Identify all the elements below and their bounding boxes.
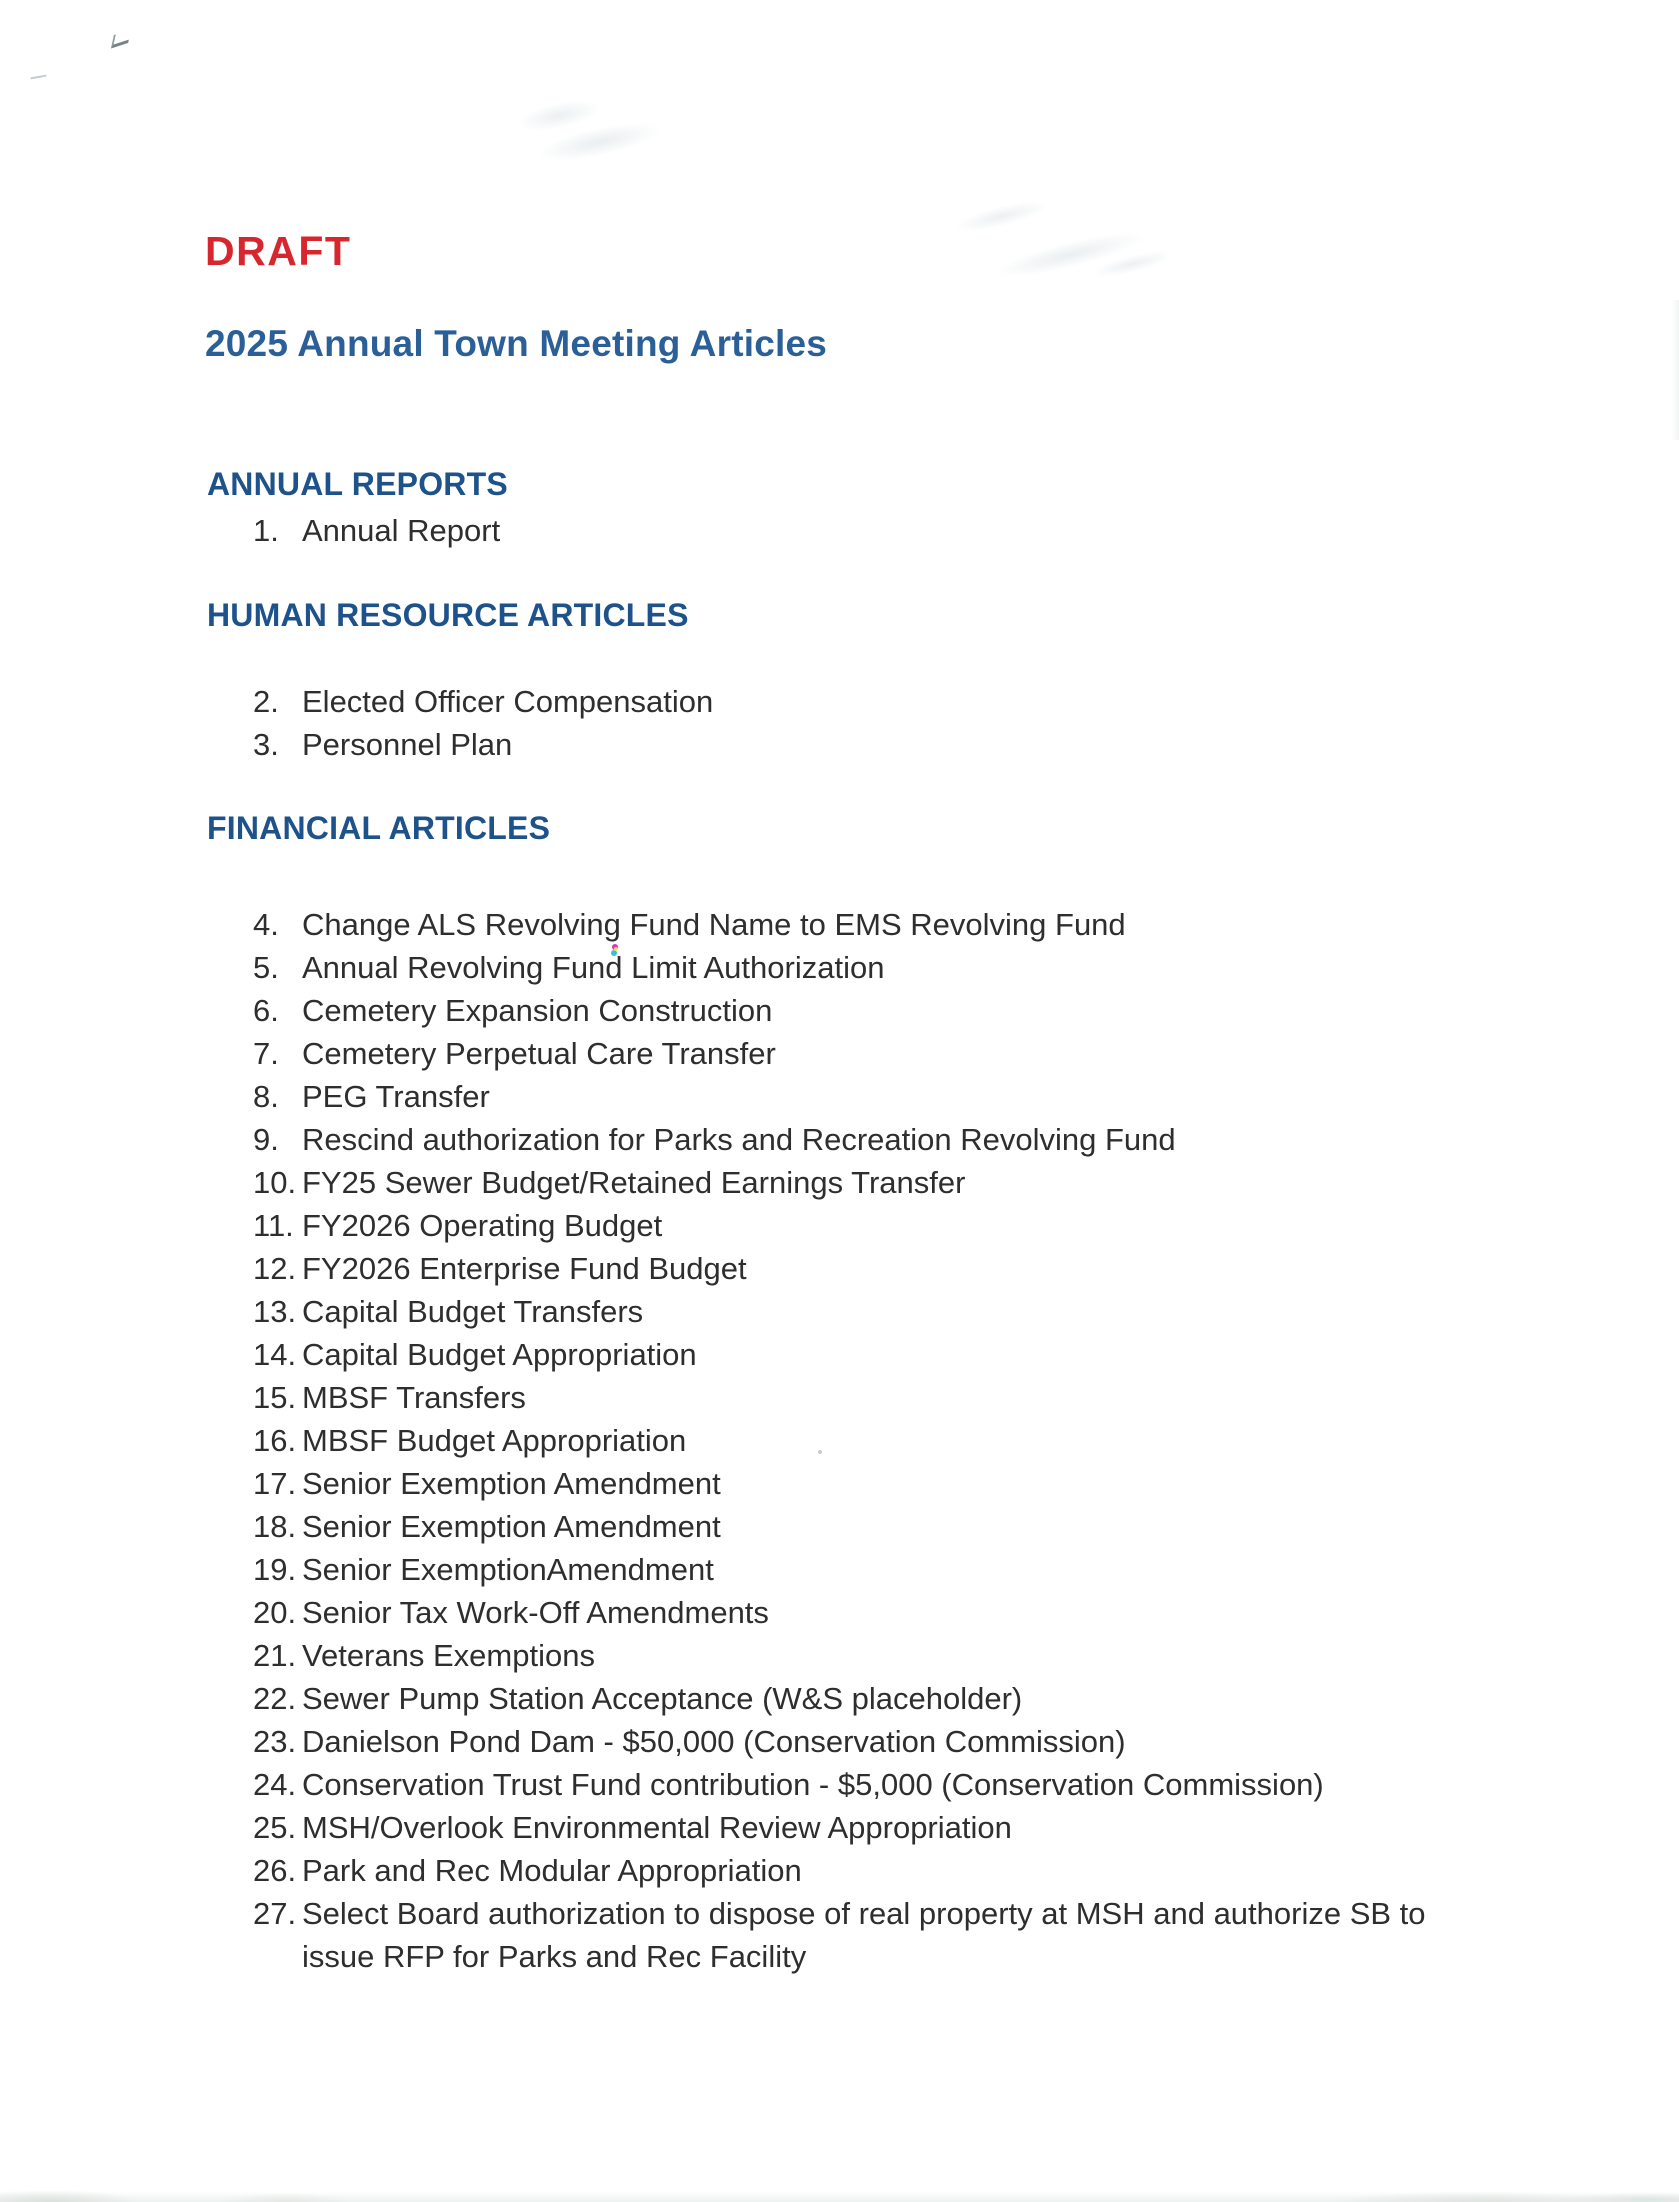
- article-number: 21.: [253, 1638, 297, 1673]
- article-text: Senior ExemptionAmendment: [302, 1552, 714, 1587]
- article-text: Personnel Plan: [302, 727, 513, 762]
- article-number: 1.: [253, 513, 279, 548]
- article-item: [253, 1161, 965, 1204]
- article-text: Select Board authorization to dispose of real property at MSH and authorize SB to issue RFP for Parks and Rec Facility: [302, 1896, 1426, 1974]
- article-item: [253, 1333, 697, 1376]
- article-text: MSH/Overlook Environmental Review Appropriation: [302, 1810, 1012, 1845]
- scan-smudge-top: [464, 62, 707, 193]
- article-number: 12.: [253, 1251, 297, 1286]
- article-number: 18.: [253, 1509, 297, 1544]
- article-item: [253, 1075, 490, 1118]
- page-title: 2025 Annual Town Meeting Articles: [205, 323, 828, 364]
- article-text: Park and Rec Modular Appropriation: [302, 1853, 802, 1888]
- article-item: [253, 1892, 1452, 1978]
- article-text: Sewer Pump Station Acceptance (W&S placeholder): [302, 1681, 1023, 1716]
- article-number: 2.: [253, 684, 279, 719]
- article-item: [253, 1462, 721, 1505]
- section-heading: ANNUAL REPORTS: [207, 466, 508, 502]
- article-text: Annual Revolving Fund Limit Authorization: [302, 950, 885, 985]
- scan-stray-dot: [818, 1450, 822, 1454]
- article-text: Danielson Pond Dam - $50,000 (Conservation Commission): [302, 1724, 1126, 1759]
- article-item: [253, 509, 500, 552]
- article-number: 8.: [253, 1079, 279, 1114]
- scan-right-edge: [1671, 300, 1679, 440]
- article-text: Capital Budget Appropriation: [302, 1337, 697, 1372]
- article-number: 16.: [253, 1423, 297, 1458]
- article-number: 3.: [253, 727, 279, 762]
- article-item: [253, 1419, 686, 1462]
- article-number: 19.: [253, 1552, 297, 1587]
- article-text: Cemetery Expansion Construction: [302, 993, 773, 1028]
- section-heading: HUMAN RESOURCE ARTICLES: [207, 597, 689, 633]
- scan-speck-light: [29, 69, 46, 80]
- article-item: [253, 1849, 802, 1892]
- article-item: [253, 1720, 1126, 1763]
- article-number: 10.: [253, 1165, 297, 1200]
- article-text: MBSF Transfers: [302, 1380, 526, 1415]
- article-number: 11.: [253, 1208, 294, 1243]
- article-text: Cemetery Perpetual Care Transfer: [302, 1036, 776, 1071]
- article-number: 20.: [253, 1595, 297, 1630]
- article-item: [253, 1376, 526, 1419]
- article-item: [253, 1677, 1022, 1720]
- article-item: [253, 1763, 1324, 1806]
- article-item: [253, 1118, 1176, 1161]
- article-item: [253, 723, 512, 766]
- article-item: [253, 1247, 747, 1290]
- scan-speck-dark: [111, 29, 131, 48]
- article-number: 25.: [253, 1810, 297, 1845]
- article-item: [253, 946, 884, 989]
- article-text: Veterans Exemptions: [302, 1638, 595, 1673]
- article-text: Senior Exemption Amendment: [302, 1466, 721, 1501]
- article-text: Senior Tax Work-Off Amendments: [302, 1595, 769, 1630]
- section-heading: FINANCIAL ARTICLES: [207, 810, 551, 846]
- article-text: Elected Officer Compensation: [302, 684, 714, 719]
- draft-stamp: DRAFT: [205, 228, 352, 274]
- article-number: 7.: [253, 1036, 279, 1071]
- article-text: Annual Report: [302, 513, 501, 548]
- article-text: Capital Budget Transfers: [302, 1294, 644, 1329]
- article-text: MBSF Budget Appropriation: [302, 1423, 687, 1458]
- article-item: [253, 1032, 776, 1075]
- article-number: 26.: [253, 1853, 297, 1888]
- article-text: Senior Exemption Amendment: [302, 1509, 721, 1544]
- article-item: [253, 1505, 721, 1548]
- article-item: [253, 680, 713, 723]
- article-text: FY2026 Enterprise Fund Budget: [302, 1251, 747, 1286]
- article-number: 14.: [253, 1337, 297, 1372]
- article-item: [253, 989, 772, 1032]
- article-item: [253, 903, 1126, 946]
- article-number: 23.: [253, 1724, 297, 1759]
- scan-smudge-right: [929, 154, 1181, 326]
- article-number: 6.: [253, 993, 279, 1028]
- article-text: PEG Transfer: [302, 1079, 490, 1114]
- article-item: [253, 1290, 643, 1333]
- article-number: 5.: [253, 950, 279, 985]
- scan-bottom-edge: [0, 2182, 1679, 2202]
- article-item: [253, 1548, 714, 1591]
- article-number: 13.: [253, 1294, 297, 1329]
- article-number: 9.: [253, 1122, 279, 1157]
- article-number: 27.: [253, 1896, 297, 1931]
- article-item: [253, 1806, 1012, 1849]
- article-text: Conservation Trust Fund contribution - $5,000 (Conservation Commission): [302, 1767, 1324, 1802]
- article-text: FY2026 Operating Budget: [302, 1208, 663, 1243]
- article-number: 24.: [253, 1767, 297, 1802]
- article-item: [253, 1204, 662, 1247]
- article-number: 4.: [253, 907, 279, 942]
- article-text: Rescind authorization for Parks and Recreation Revolving Fund: [302, 1122, 1176, 1157]
- article-text: FY25 Sewer Budget/Retained Earnings Transfer: [302, 1165, 966, 1200]
- article-number: 17.: [253, 1466, 297, 1501]
- article-item: [253, 1591, 769, 1634]
- article-item: [253, 1634, 595, 1677]
- article-number: 22.: [253, 1681, 297, 1716]
- article-number: 15.: [253, 1380, 297, 1415]
- article-text: Change ALS Revolving Fund Name to EMS Revolving Fund: [302, 907, 1126, 942]
